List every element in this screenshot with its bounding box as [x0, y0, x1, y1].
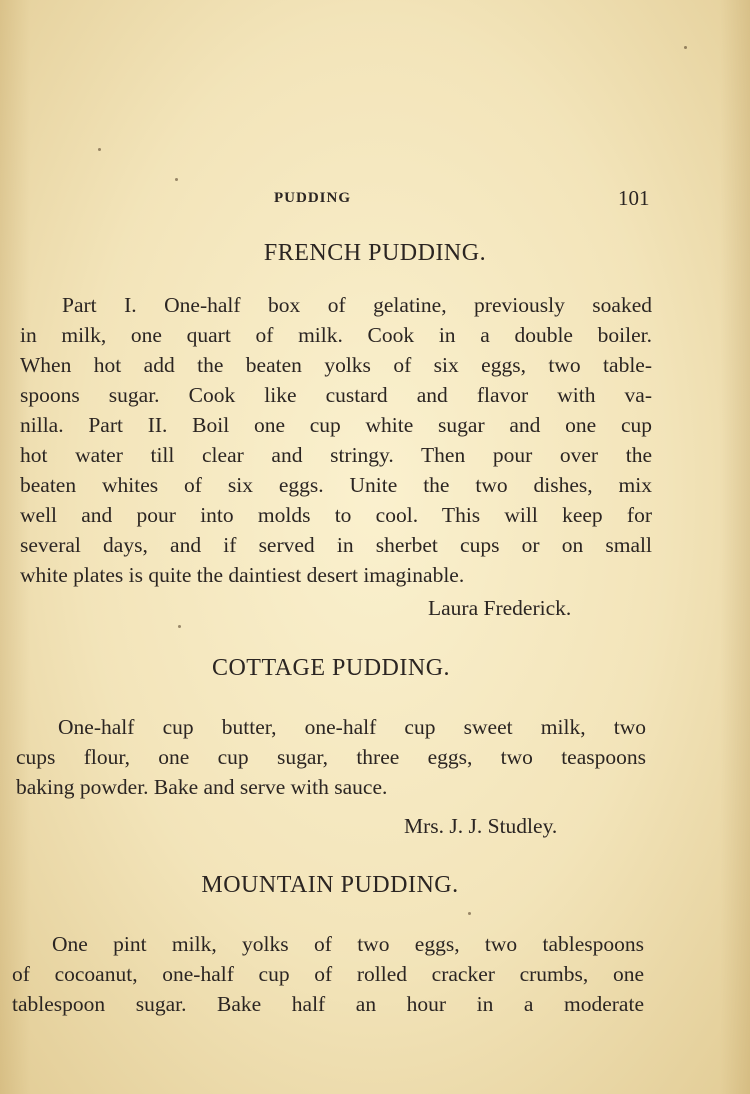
- recipe-line: baking powder. Bake and serve with sauce.: [16, 775, 388, 799]
- recipe-attribution-french-pudding: Laura Frederick.: [428, 596, 572, 620]
- recipe-line: well and pour into molds to cool. This will keep for: [20, 503, 652, 527]
- recipe-title-french-pudding: FRENCH PUDDING.: [263, 240, 487, 266]
- recipe-line: cups flour, one cup sugar, three eggs, two teaspoons: [16, 745, 646, 769]
- recipe-line: beaten whites of six eggs. Unite the two dishes, mix: [20, 473, 652, 497]
- paper-speck: [468, 912, 471, 915]
- recipe-title-mountain-pudding: MOUNTAIN PUDDING.: [201, 872, 459, 898]
- recipe-line: One-half cup butter, one-half cup sweet milk, two: [58, 715, 646, 739]
- recipe-line: One pint milk, yolks of two eggs, two tablespoons: [52, 932, 644, 956]
- recipe-line: several days, and if served in sherbet cups or on small: [20, 533, 652, 557]
- page-number: 101: [618, 186, 650, 210]
- recipe-body-mountain-pudding: [12, 929, 644, 1019]
- recipe-title-cottage-pudding: COTTAGE PUDDING.: [211, 655, 451, 681]
- paper-speck: [175, 178, 178, 181]
- recipe-line: white plates is quite the daintiest desert imaginable.: [20, 563, 465, 587]
- recipe-line: nilla. Part II. Boil one cup white sugar and one cup: [20, 413, 652, 437]
- recipe-line: tablespoon sugar. Bake half an hour in a moderate: [12, 992, 644, 1016]
- recipe-body-cottage-pudding: [16, 712, 646, 802]
- recipe-body-french-pudding: [20, 290, 652, 590]
- running-title: PUDDING: [274, 190, 351, 206]
- recipe-line: in milk, one quart of milk. Cook in a double boiler.: [20, 323, 652, 347]
- running-head: [0, 188, 750, 214]
- recipe-line: spoons sugar. Cook like custard and flavor with va-: [20, 383, 652, 407]
- paper-speck: [178, 625, 181, 628]
- paper-speck: [684, 46, 687, 49]
- paper-speck: [98, 148, 101, 151]
- recipe-attribution-cottage-pudding: Mrs. J. J. Studley.: [404, 814, 558, 838]
- recipe-line: When hot add the beaten yolks of six eggs, two table-: [20, 353, 652, 377]
- recipe-line: hot water till clear and stringy. Then pour over the: [20, 443, 652, 467]
- recipe-line: Part I. One-half box of gelatine, previously soaked: [62, 293, 652, 317]
- recipe-line: of cocoanut, one-half cup of rolled cracker crumbs, one: [12, 962, 644, 986]
